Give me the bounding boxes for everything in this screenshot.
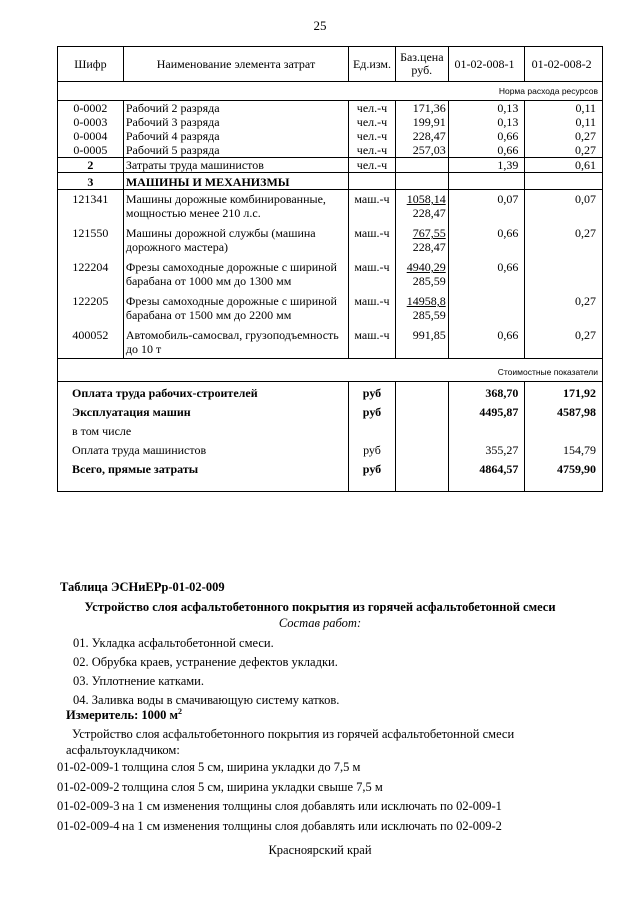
machinist-price: [395, 158, 448, 173]
machine-v1: [448, 292, 525, 326]
work-item: 01. Укладка асфальтобетонной смеси.: [73, 636, 274, 650]
table-row: [58, 382, 603, 402]
table-row: [58, 292, 603, 326]
machine-price-bottom: 285,59: [412, 308, 446, 322]
work-item: 03. Уплотнение катками.: [73, 674, 204, 688]
measure-sup: 2: [178, 707, 183, 716]
table-row: [58, 458, 603, 492]
cost-name: Оплата труда рабочих-строителей: [58, 382, 349, 402]
cost-v2: 4759,90: [525, 458, 603, 492]
works-list: [73, 634, 339, 710]
worker-v1: 0,13: [448, 101, 525, 116]
worker-name: Рабочий 3 разряда: [123, 115, 348, 129]
machine-code: 121550: [58, 224, 124, 258]
worker-code: 0-0005: [58, 143, 124, 158]
cost-price: [395, 420, 448, 439]
machine-unit: маш.-ч: [349, 292, 396, 326]
worker-unit: чел.-ч: [349, 115, 396, 129]
worker-name: Рабочий 5 разряда: [123, 143, 348, 158]
machine-price-top: 4940,29: [406, 260, 446, 274]
machine-v2: 0,27: [525, 292, 603, 326]
cost-v2: [525, 420, 603, 439]
variant-text: толщина слоя 5 см, ширина укладки свыше 7,5 м: [122, 779, 383, 794]
table-row: [58, 143, 603, 158]
table-subtitle: Устройство слоя асфальтобетонного покрытия из горячей асфальтобетонной смеси: [84, 600, 556, 614]
cost-unit: руб: [349, 382, 396, 402]
cost-v2: 171,92: [525, 382, 603, 402]
worker-v1: 0,66: [448, 143, 525, 158]
variant-code: 01-02-009-1: [57, 760, 120, 774]
cost-unit: [349, 420, 396, 439]
worker-price: 228,47: [395, 129, 448, 143]
header-code: Шифр: [58, 47, 124, 82]
machine-price-top: 14958,8: [406, 294, 446, 308]
machine-name: Фрезы самоходные дорожные с шириной барабана от 1500 мм до 2200 мм: [123, 292, 348, 326]
worker-v2: 0,11: [525, 101, 603, 116]
page-number: 25: [313, 18, 327, 33]
table-row: [58, 258, 603, 292]
worker-v1: 0,66: [448, 129, 525, 143]
cost-unit: руб: [349, 458, 396, 492]
section-norms-label: Норма расхода ресурсов: [58, 82, 603, 101]
variant-item: [57, 778, 502, 798]
cost-name: Всего, прямые затраты: [58, 458, 349, 492]
worker-name: Рабочий 2 разряда: [123, 101, 348, 116]
cost-name: Эксплуатация машин: [58, 401, 349, 420]
worker-v2: 0,27: [525, 143, 603, 158]
table-row: [58, 101, 603, 116]
worker-price: 257,03: [395, 143, 448, 158]
costs-rows: [58, 382, 603, 492]
workers-rows: [58, 101, 603, 158]
machine-code: 400052: [58, 326, 124, 359]
machine-v2: [525, 258, 603, 292]
variant-item: [57, 817, 502, 837]
machine-name: Машины дорожной службы (машина дорожного мастера): [123, 224, 348, 258]
variant-text: толщина слоя 5 см, ширина укладки до 7,5 м: [122, 760, 361, 774]
variants-list: [57, 758, 502, 836]
worker-v2: 0,11: [525, 115, 603, 129]
header-v2: 01-02-008-2: [525, 47, 603, 82]
variant-code: 01-02-009-4: [57, 818, 120, 833]
machinist-v2: 0,61: [525, 158, 603, 173]
machine-price-top: 767,55: [412, 226, 446, 240]
cost-v1: 368,70: [448, 382, 525, 402]
cost-v2: 4587,98: [525, 401, 603, 420]
header-unit: Ед.изм.: [349, 47, 396, 82]
cost-name: Оплата труда машинистов: [58, 439, 349, 458]
machines-rows: [58, 190, 603, 359]
cost-v1: [448, 420, 525, 439]
table-row: [58, 115, 603, 129]
cost-v1: 4495,87: [448, 401, 525, 420]
section-norms-row: [58, 82, 603, 101]
cost-price: [395, 458, 448, 492]
worker-v2: 0,27: [525, 129, 603, 143]
machines-header-row: [58, 173, 603, 190]
machines-header-code: 3: [58, 173, 124, 190]
machinist-v1: 1,39: [448, 158, 525, 173]
table-title: Таблица ЭСНиЕРр-01-02-009: [60, 580, 225, 594]
machine-unit: маш.-ч: [349, 258, 396, 292]
cost-unit: руб: [349, 401, 396, 420]
machine-price: [395, 190, 448, 225]
machine-price-bottom: 228,47: [412, 240, 446, 254]
work-item: 02. Обрубка краев, устранение дефектов укладки.: [73, 655, 338, 669]
machine-name: Фрезы самоходные дорожные с шириной барабана от 1000 мм до 1300 мм: [123, 258, 348, 292]
section-costs-row: [58, 359, 603, 382]
table-row: [58, 224, 603, 258]
header-v1: 01-02-008-1: [448, 47, 525, 82]
machine-name: Машины дорожные комбинированные, мощностью менее 210 л.с.: [123, 190, 348, 225]
worker-name: Рабочий 4 разряда: [123, 129, 348, 143]
machine-v2: 0,27: [525, 224, 603, 258]
machinist-unit: чел.-ч: [349, 158, 396, 173]
machines-header-name: МАШИНЫ И МЕХАНИЗМЫ: [123, 173, 348, 190]
measure-text: Измеритель: 1000 м: [66, 708, 179, 723]
table-row: [58, 439, 603, 458]
table-row: [58, 190, 603, 225]
section-costs-label: Стоимостные показатели: [58, 359, 603, 382]
cost-v1: 4864,57: [448, 458, 525, 492]
worker-unit: чел.-ч: [349, 101, 396, 116]
cost-v1: 355,27: [448, 439, 525, 458]
cost-v2: 154,79: [525, 439, 603, 458]
variant-item: [57, 797, 502, 817]
machine-price: [395, 224, 448, 258]
cost-unit: руб: [349, 439, 396, 458]
worker-code: 0-0004: [58, 129, 124, 143]
machinist-row: [58, 158, 603, 173]
cost-name: в том числе: [58, 420, 349, 439]
variant-code: 01-02-009-2: [57, 779, 120, 794]
machine-v2: 0,27: [525, 326, 603, 359]
cost-price: [395, 382, 448, 402]
table-row: [58, 326, 603, 359]
machine-price-top: 1058,14: [406, 192, 446, 206]
work-item: 04. Заливка воды в смачивающую систему катков.: [73, 693, 340, 707]
worker-code: 0-0003: [58, 115, 124, 129]
measure-label: [66, 707, 182, 723]
machine-unit: маш.-ч: [349, 224, 396, 258]
worker-code: 0-0002: [58, 101, 124, 116]
machine-price: [395, 292, 448, 326]
header-name: Наименование элемента затрат: [123, 47, 348, 82]
cost-price: [395, 439, 448, 458]
machine-unit: маш.-ч: [349, 190, 396, 225]
table-row: [58, 129, 603, 143]
machine-v1: 0,66: [448, 326, 525, 359]
worker-price: 171,36: [395, 101, 448, 116]
description: Устройство слоя асфальтобетонного покрытия из горячей асфальтобетонной смеси асфальтоукладчиком:: [66, 727, 515, 757]
machine-code: 121341: [58, 190, 124, 225]
machine-price-bottom: 285,59: [412, 274, 446, 288]
machinist-name: Затраты труда машинистов: [123, 158, 348, 173]
machine-price: [395, 326, 448, 359]
worker-unit: чел.-ч: [349, 129, 396, 143]
machine-code: 122204: [58, 258, 124, 292]
header-price: Баз.цена руб.: [395, 47, 448, 82]
variant-item: [57, 758, 502, 778]
machine-v1: 0,66: [448, 258, 525, 292]
machine-name: Автомобиль-самосвал, грузоподъемность до 10 т: [123, 326, 348, 359]
machine-v1: 0,07: [448, 190, 525, 225]
machine-v2: 0,07: [525, 190, 603, 225]
variant-code: 01-02-009-3: [57, 799, 120, 813]
variant-text: на 1 см изменения толщины слоя добавлять или исключать по 02-009-1: [122, 799, 502, 813]
machine-v1: 0,66: [448, 224, 525, 258]
machine-price-bottom: 228,47: [412, 206, 446, 220]
machine-price-top: 991,85: [412, 328, 446, 342]
footer-region: Красноярский край: [268, 843, 372, 857]
machinist-code: 2: [58, 158, 124, 173]
worker-unit: чел.-ч: [349, 143, 396, 158]
machine-price: [395, 258, 448, 292]
composition-label: Состав работ:: [278, 616, 362, 630]
variant-text: на 1 см изменения толщины слоя добавлять или исключать по 02-009-2: [122, 818, 502, 833]
machine-unit: маш.-ч: [349, 326, 396, 359]
worker-price: 199,91: [395, 115, 448, 129]
cost-price: [395, 401, 448, 420]
resource-table: [57, 46, 603, 492]
table-row: [58, 401, 603, 420]
worker-v1: 0,13: [448, 115, 525, 129]
machine-code: 122205: [58, 292, 124, 326]
table-row: [58, 420, 603, 439]
table-header-row: [58, 47, 603, 82]
